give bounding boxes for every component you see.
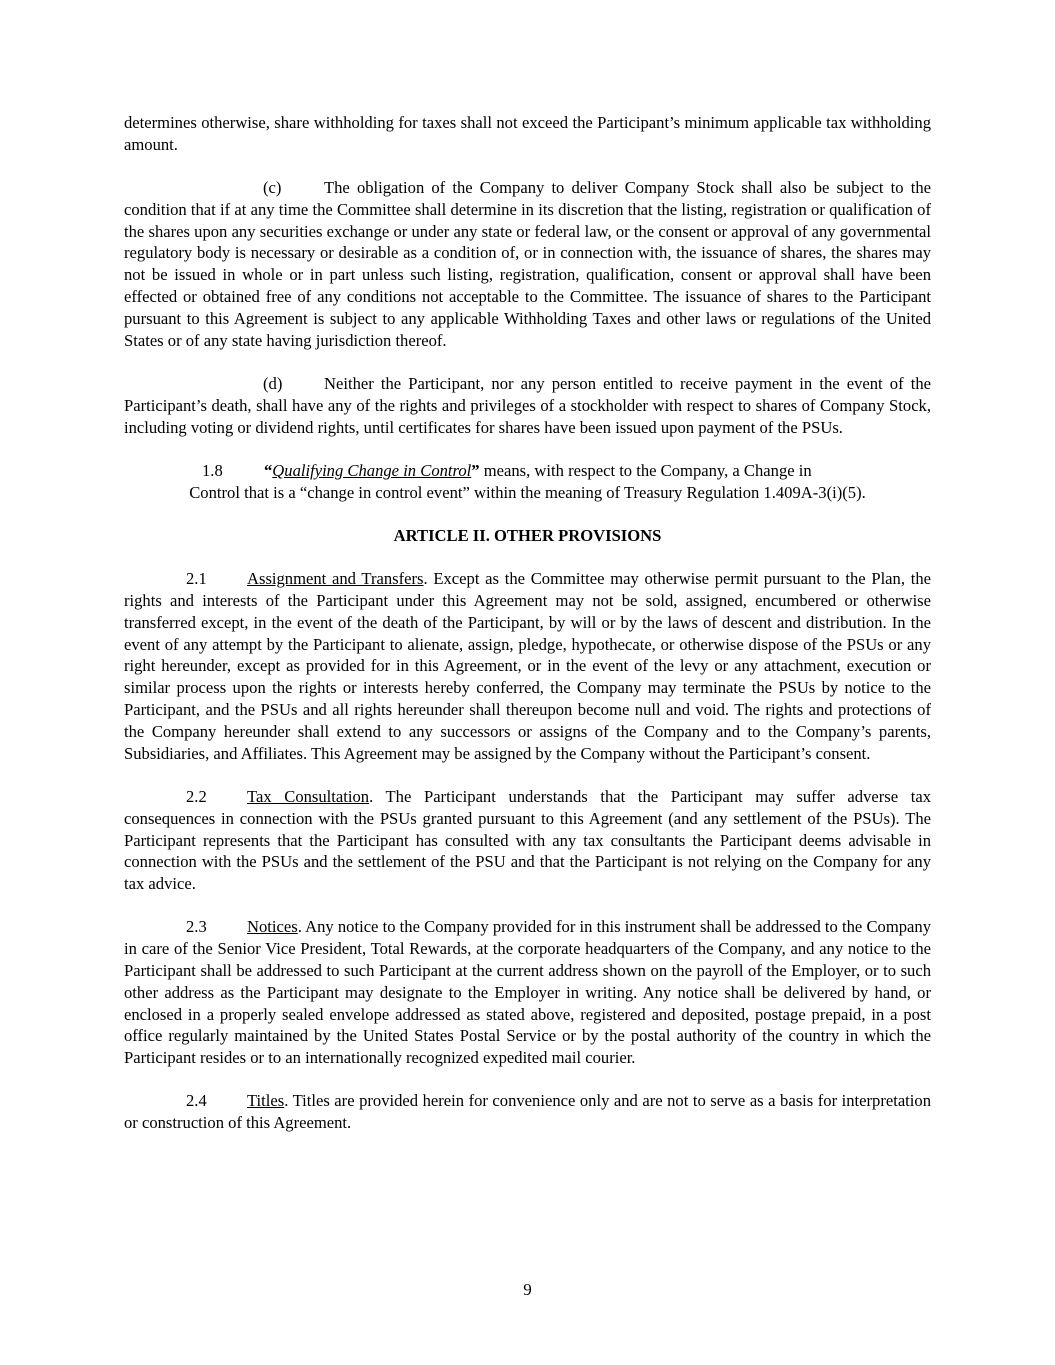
section-2-1-text: . Except as the Committee may otherwise permit pursuant to the Plan, the rights and interests of the Participant under this Agreement may not be sold, assigned, encumbered or otherwise transferred except, in the event of the death of the Participant, by will or by the laws of descent and distribution. In the event of any attempt by the Participant to alienate, assign, pledge, hypothecate, or otherwise dispose of the PSUs or any right hereunder, except as provided for in this Agreement, or in the event of the levy or any attachment, execution or similar process upon the rights or interests hereby conferred, the Company may terminate the PSUs by notice to the Participant, and the PSUs and all rights hereunder shall thereupon become null and void. The rights and protections of the Company hereunder shall extend to any successors or assigns of the Company and to the Company’s parents, Subsidiaries, and Affiliates. This Agreement may be assigned by the Company without the Participant’s consent. — [124, 569, 931, 763]
document-page — [124, 112, 931, 1134]
section-2-4-title: Titles — [247, 1091, 285, 1111]
section-2-3-number: 2.3 — [186, 917, 207, 937]
section-2-4-number: 2.4 — [186, 1091, 207, 1111]
section-2-1-title: Assignment and Transfers — [247, 569, 424, 589]
section-1-8 — [124, 460, 931, 504]
section-1-8-line-2-text: Control that is a “change in control event” within the meaning of Treasury Regulation 1.409A-3(i)(5). — [189, 482, 866, 502]
section-1-8-open-quote: “ — [264, 460, 273, 480]
section-1-8-line-2 — [124, 482, 931, 504]
paragraph-d — [124, 373, 931, 438]
section-2-3-title: Notices — [247, 917, 298, 937]
article-heading-text: ARTICLE II. OTHER PROVISIONS — [393, 525, 662, 545]
continuation-text: determines otherwise, share withholding for taxes shall not exceed the Participant’s minimum applicable tax withholding amount. — [124, 113, 931, 154]
paragraph-c-number: (c) — [263, 178, 282, 198]
section-2-2-title: Tax Consultation — [247, 786, 370, 806]
paragraph-d-number: (d) — [263, 373, 283, 393]
paragraph-continuation — [124, 112, 931, 156]
section-1-8-close-quote: ” — [471, 460, 480, 480]
section-2-2-text: . The Participant understands that the Participant may suffer adverse tax consequences in connection with the PSUs granted pursuant to this Agreement (and any settlement of the PSUs). The Participant represents that the Participant has consulted with any tax consultants the Participant deems advisable in connection with the PSUs and the settlement of the PSU and that the Participant is not relying on the Company for any tax advice. — [124, 786, 931, 894]
page-number: 9 — [523, 1280, 532, 1299]
paragraph-c — [124, 177, 931, 351]
section-1-8-number: 1.8 — [202, 460, 223, 480]
section-2-1-number: 2.1 — [186, 569, 207, 589]
paragraph-d-text: Neither the Participant, nor any person entitled to receive payment in the event of the Participant’s death, shall have any of the rights and privileges of a stockholder with respect to shares of Company Stock, including voting or dividend rights, until certificates for shares have been issued upon payment of the PSUs. — [124, 373, 931, 437]
section-1-8-line-1-text: means, with respect to the Company, a Change in — [479, 460, 812, 480]
section-2-2 — [124, 786, 931, 895]
section-1-8-line-1 — [124, 460, 931, 482]
section-2-3 — [124, 916, 931, 1069]
section-2-1 — [124, 568, 931, 764]
section-1-8-term: Qualifying Change in Control — [272, 460, 472, 480]
section-2-2-number: 2.2 — [186, 786, 207, 806]
paragraph-c-text: The obligation of the Company to deliver Company Stock shall also be subject to the condition that if at any time the Committee shall determine in its discretion that the listing, registration or qualification of the shares upon any securities exchange or under any state or federal law, or the consent or approval of any governmental regulatory body is necessary or desirable as a condition of, or in connection with, the issuance of shares, the shares may not be issued in whole or in part unless such listing, registration, qualification, consent or approval shall have been effected or obtained free of any conditions not acceptable to the Committee. The issuance of shares to the Participant pursuant to this Agreement is subject to any applicable Withholding Taxes and other laws or regulations of the United States or of any state having jurisdiction thereof. — [124, 178, 931, 350]
section-2-4-text: . Titles are provided herein for convenience only and are not to serve as a basis for interpretation or construction of this Agreement. — [124, 1091, 931, 1133]
section-2-4 — [124, 1090, 931, 1134]
section-2-3-text: . Any notice to the Company provided for in this instrument shall be addressed to the Company in care of the Senior Vice President, Total Rewards, at the corporate headquarters of the Company, and any notice to the Participant shall be addressed to such Participant at the current address shown on the payroll of the Employer, or to such other address as the Participant may designate to the Employer in writing. Any notice shall be delivered by hand, or enclosed in a properly sealed envelope addressed as stated above, registered and deposited, postage prepaid, in a post office regularly maintained by the United States Postal Service or by the postal authority of the country in which the Participant resides or to an internationally recognized expedited mail courier. — [124, 917, 931, 1068]
article-heading — [124, 525, 931, 547]
